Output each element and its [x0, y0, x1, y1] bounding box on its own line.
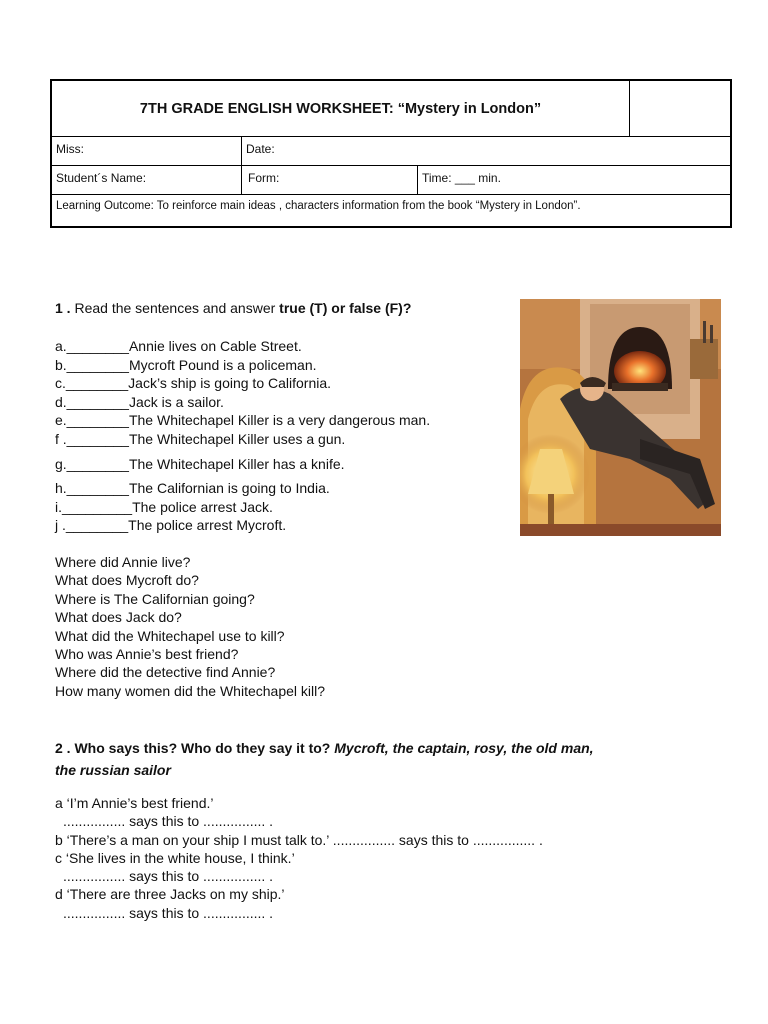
- question-1-prompt-bold: true (T) or false (F)?: [279, 300, 412, 316]
- worksheet-header-table: [50, 79, 732, 228]
- miss-field: Miss:: [52, 137, 242, 166]
- question-item: Who was Annie’s best friend?: [55, 645, 239, 662]
- question-1-prompt: Read the sentences and answer: [74, 300, 280, 316]
- true-false-item: d.________Jack is a sailor.: [55, 393, 224, 410]
- question-item: How many women did the Whitechapel kill?: [55, 682, 326, 699]
- true-false-item: c.________Jack’s ship is going to California.: [55, 375, 332, 392]
- question-item: Where did the detective find Annie?: [55, 664, 276, 681]
- comprehension-questions: [55, 553, 325, 700]
- answer-line: ................ says this to ................ .: [63, 868, 274, 885]
- question-item: Where is The Californian going?: [55, 590, 255, 607]
- quote-item: b ‘There’s a man on your ship I must talk to.’ ................ says this to ................ .: [55, 831, 543, 848]
- question-item: Where did Annie live?: [55, 554, 191, 570]
- true-false-item: e.________The Whitechapel Killer is a very dangerous man.: [55, 412, 431, 429]
- true-false-item: g.________The Whitechapel Killer has a knife.: [55, 455, 345, 472]
- student-name-field: Student´s Name:: [52, 166, 242, 195]
- grade-box: [630, 81, 730, 137]
- question-2-names: Mycroft, the captain, rosy, the old man,: [334, 740, 594, 756]
- question-1-heading: [55, 299, 411, 317]
- question-item: What did the Whitechapel use to kill?: [55, 627, 285, 644]
- worksheet-title: 7TH GRADE ENGLISH WORKSHEET: “Mystery in London”: [52, 81, 630, 137]
- answer-line: ................ says this to ................ .: [63, 813, 274, 830]
- detective-by-fireplace-illustration: [520, 299, 721, 536]
- true-false-list: [55, 337, 430, 535]
- question-2-names-cont: the russian sailor: [55, 762, 171, 778]
- answer-line: ................ says this to ................ .: [63, 904, 274, 921]
- who-says-list: [55, 794, 543, 922]
- true-false-item: f .________The Whitechapel Killer uses a gun.: [55, 430, 346, 447]
- question-2-heading: [55, 737, 594, 781]
- true-false-item: j .________The police arrest Mycroft.: [55, 517, 287, 534]
- form-field: Form:: [242, 166, 418, 195]
- true-false-item: i._________The police arrest Jack.: [55, 498, 273, 515]
- true-false-item: h.________The Californian is going to India.: [55, 480, 330, 497]
- question-2-prompt: 2 . Who says this? Who do they say it to?: [55, 740, 335, 756]
- true-false-item: b.________Mycroft Pound is a policeman.: [55, 356, 317, 373]
- quote-item: a ‘I’m Annie’s best friend.’: [55, 795, 214, 811]
- question-item: What does Jack do?: [55, 609, 182, 626]
- question-1-number: 1 .: [55, 300, 75, 316]
- true-false-item: a.________Annie lives on Cable Street.: [55, 338, 302, 354]
- quote-item: c ‘She lives in the white house, I think.’: [55, 849, 295, 866]
- question-item: What does Mycroft do?: [55, 572, 199, 589]
- date-field: Date:: [242, 137, 730, 166]
- learning-outcome: Learning Outcome: To reinforce main ideas , characters information from the book “Mystery in London”.: [56, 200, 581, 212]
- quote-item: d ‘There are three Jacks on my ship.’: [55, 886, 285, 903]
- time-field: Time: ___ min.: [418, 166, 730, 195]
